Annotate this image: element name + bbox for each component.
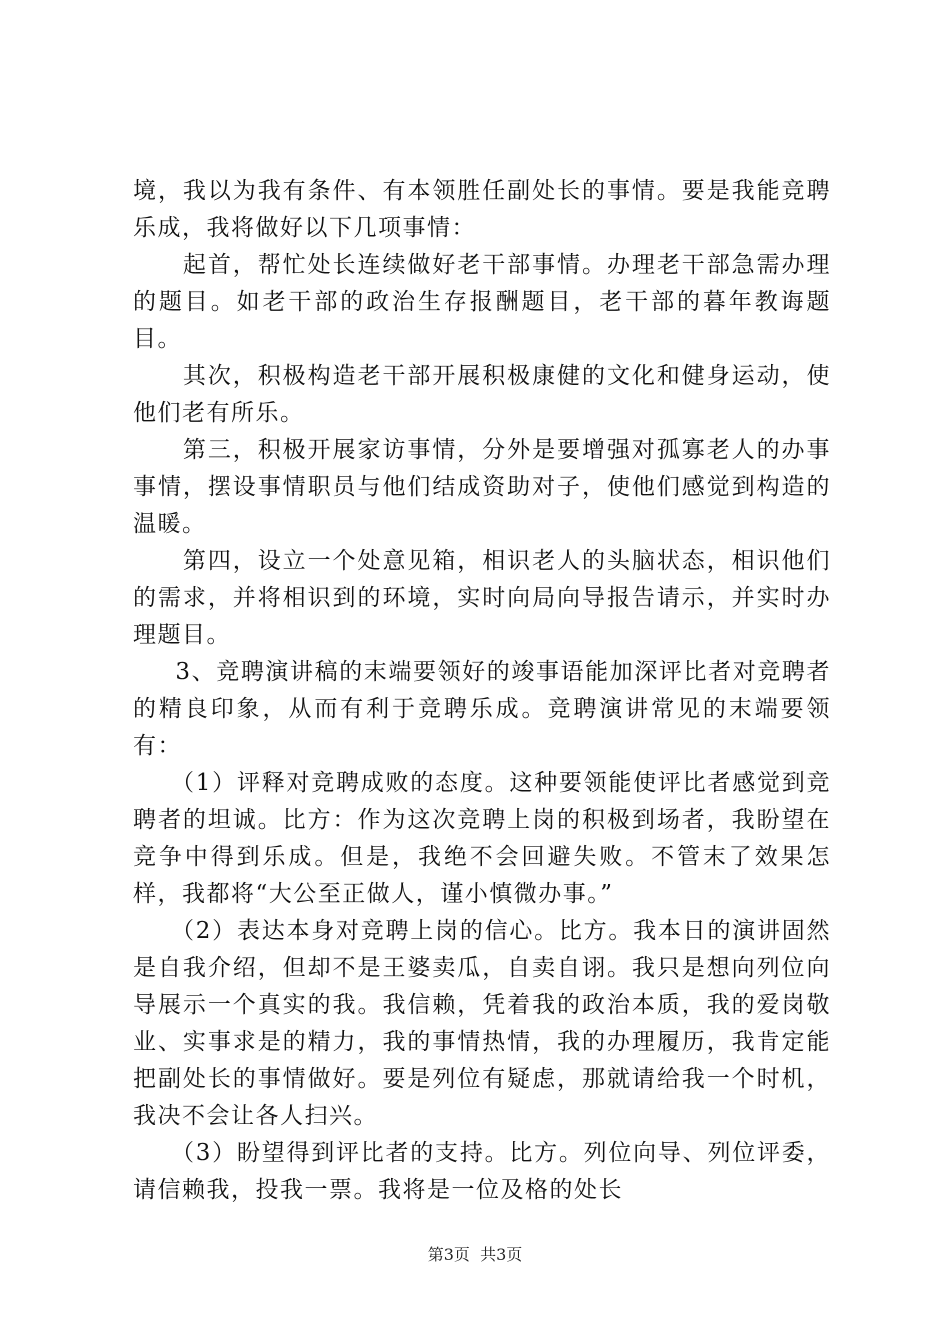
paragraph-4: 第三，积极开展家访事情，分外是要增强对孤寡老人的办事事情，摆设事情职员与他们结成资助对子，使他们感觉到构造的温暖。: [133, 437, 831, 537]
paragraph-9: （3）盼望得到评比者的支持。比方。列位向导、列位评委，请信赖我，投我一票。我将是一位及格的处长: [133, 1140, 831, 1203]
paragraph-5: 第四，设立一个处意见箱，相识老人的头脑状态，相识他们的需求，并将相识到的环境，实时向局向导报告请示，并实时办理题目。: [133, 548, 831, 648]
page-footer: 第3页 共3页: [427, 1245, 523, 1264]
paragraph-3: 其次，积极构造老干部开展积极康健的文化和健身运动，使他们老有所乐。: [133, 363, 831, 426]
paragraph-7: （1）评释对竞聘成败的态度。这种要领能使评比者感觉到竞聘者的坦诚。比方：作为这次竞聘上岗的积极到场者，我盼望在竞争中得到乐成。但是，我绝不会回避失败。不管末了效果怎样，我都将“大公至正做人，谨小慎微办事。”: [133, 770, 831, 907]
paragraph-2: 起首，帮忙处长连续做好老干部事情。办理老干部急需办理的题目。如老干部的政治生存报酬题目，老干部的暮年教诲题目。: [133, 252, 831, 352]
paragraph-6: 3、竞聘演讲稿的末端要领好的竣事语能加深评比者对竞聘者的精良印象，从而有利于竞聘乐成。竞聘演讲常见的末端要领有：: [133, 659, 831, 759]
paragraph-1: 境，我以为我有条件、有本领胜任副处长的事情。要是我能竞聘乐成，我将做好以下几项事情：: [133, 178, 831, 241]
document-body: [133, 173, 831, 1209]
paragraph-8: （2）表达本身对竞聘上岗的信心。比方。我本日的演讲固然是自我介绍，但却不是王婆卖瓜，自卖自诩。我只是想向列位向导展示一个真实的我。我信赖，凭着我的政治本质，我的爱岗敬业、实事求是的精力，我的事情热情，我的办理履历，我肯定能把副处长的事情做好。要是列位有疑虑，那就请给我一个时机，我决不会让各人扫兴。: [133, 918, 831, 1129]
